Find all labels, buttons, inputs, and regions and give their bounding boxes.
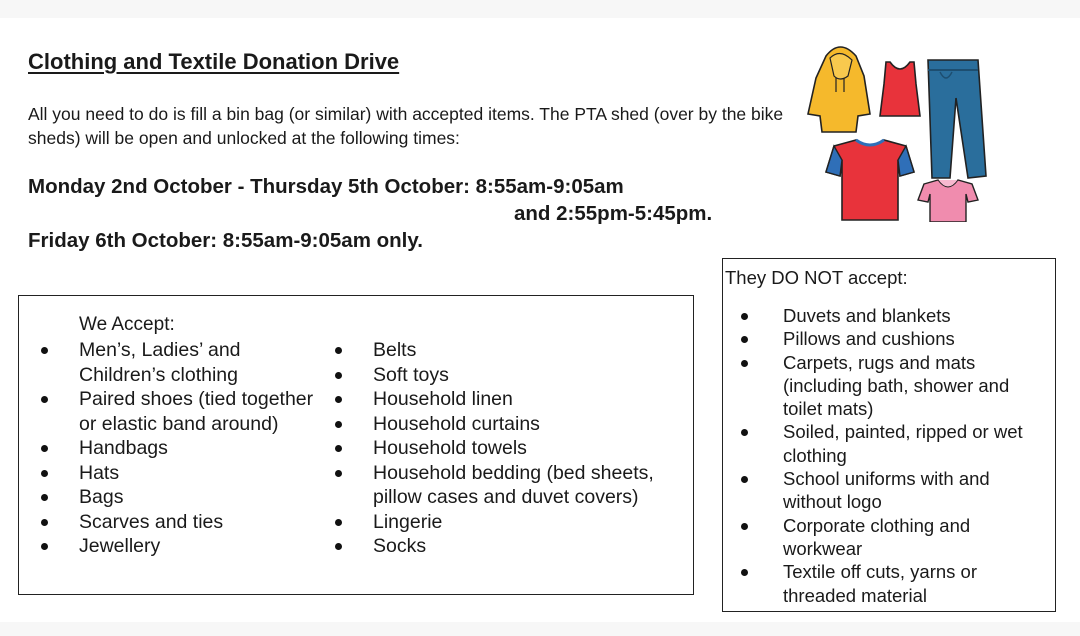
not-accepted-heading: They DO NOT accept: <box>725 267 908 288</box>
accepted-items-box <box>18 295 694 595</box>
tank-top-icon <box>880 62 920 116</box>
list-item: Socks <box>313 534 693 559</box>
schedule-weekdays: Monday 2nd October - Thursday 5th October: 8:55am-9:05am <box>28 175 624 198</box>
list-item: Jewellery <box>19 534 319 559</box>
clothing-clipart-icon <box>800 36 1000 222</box>
list-item: Paired shoes (tied together or elastic band around) <box>19 387 319 436</box>
list-item: Household bedding (bed sheets, pillow cases and duvet covers) <box>313 461 693 510</box>
list-item: Handbags <box>19 436 319 461</box>
accepted-list-column-1 <box>19 338 319 559</box>
schedule-afternoon: and 2:55pm-5:45pm. <box>514 202 713 225</box>
list-item: Soiled, painted, ripped or wet clothing <box>723 420 1043 467</box>
hoodie-icon <box>808 47 870 132</box>
list-item: Lingerie <box>313 510 693 535</box>
list-item: Men’s, Ladies’ and Children’s clothing <box>19 338 319 387</box>
list-item: Belts <box>313 338 693 363</box>
list-item: Household linen <box>313 387 693 412</box>
not-accepted-items-box <box>722 258 1056 612</box>
list-item: Household curtains <box>313 412 693 437</box>
list-item: Bags <box>19 485 319 510</box>
accepted-list-column-2 <box>313 338 693 559</box>
list-item: Scarves and ties <box>19 510 319 535</box>
list-item: Corporate clothing and workwear <box>723 514 1043 561</box>
not-accepted-list <box>723 304 1043 607</box>
intro-paragraph: All you need to do is fill a bin bag (or similar) with accepted items. The PTA shed (over by the bike sheds) will be open and unlocked at the following times: <box>28 104 784 148</box>
list-item: Soft toys <box>313 363 693 388</box>
list-item: Duvets and blankets <box>723 304 1043 327</box>
list-item: Hats <box>19 461 319 486</box>
document-page <box>0 18 1080 622</box>
jeans-icon <box>928 60 986 178</box>
accepted-heading: We Accept: <box>79 314 175 335</box>
tshirt-icon <box>826 140 914 220</box>
list-item: School uniforms with and without logo <box>723 467 1043 514</box>
list-item: Textile off cuts, yarns or threaded material <box>723 560 1043 607</box>
page-title: Clothing and Textile Donation Drive <box>28 49 400 74</box>
list-item: Carpets, rugs and mats (including bath, shower and toilet mats) <box>723 351 1043 421</box>
pink-shirt-icon <box>918 180 978 222</box>
list-item: Household towels <box>313 436 693 461</box>
schedule-friday: Friday 6th October: 8:55am-9:05am only. <box>28 229 423 252</box>
list-item: Pillows and cushions <box>723 327 1043 350</box>
